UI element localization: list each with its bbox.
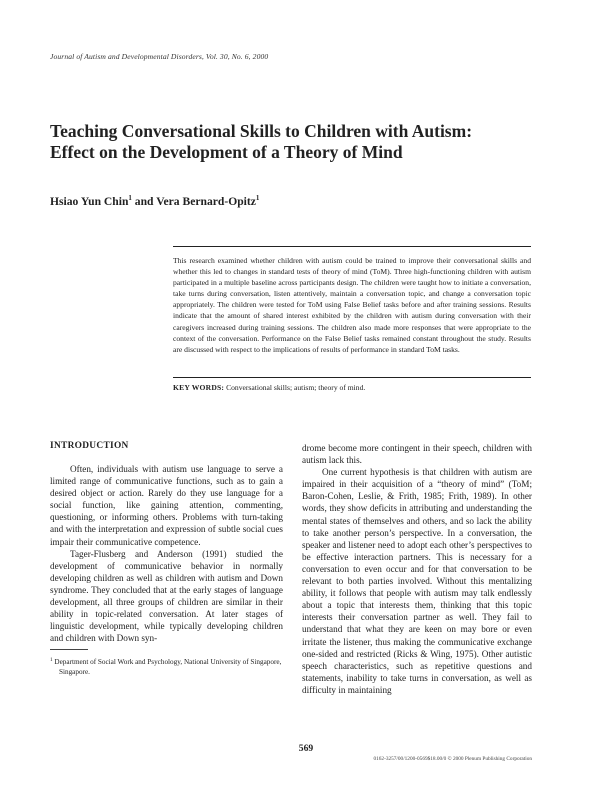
footnote-rule [50,649,88,650]
keywords-text: Conversational skills; autism; theory of mind. [226,383,366,392]
abstract-bottom-rule [173,377,531,378]
journal-citation: Journal of Autism and Developmental Disorders, Vol. 30, No. 6, 2000 [50,52,269,61]
footnote-text: Department of Social Work and Psychology, National University of Singapore, Singapore. [52,658,282,676]
author-connector: and [131,195,157,208]
body-column-right [302,442,532,696]
paragraph: Tager-Flusberg and Anderson (1991) studied the development of communicative behavior in normally developing children as well as children with autism and Down syndrome. They concluded that at the early stages of language development, all three groups of children are similar in their ability in topic-related conversation. At later stages of linguistic development, while typically developing children and children with Down syn- [50,548,283,644]
abstract: This research examined whether children with autism could be trained to improve their conversational skills and whether this led to changes in standard tests of theory of mind (ToM). Three high-functioning children with autism participated in a multiple baseline across participants design. The children were taught how to initiate a conversation, take turns during conversation, listen attentively, maintain a conversation topic, and change a conversation topic appropriately. The children were tested for ToM using False Belief tasks before and after training sessions. Results indicate that the amount of shared interest exhibited by the children with autism during conversation with their caregivers increased during training sessions. The children also made more responses that were appropriate to the context of the conversation. Performance on the False Belief tasks remained constant throughout the study. Results are discussed with respect to the implications of results of performance in standard ToM tasks. [173,256,531,354]
page-number: 569 [298,743,314,754]
body-column-left [50,463,283,644]
keywords-label: KEY WORDS: [173,383,225,392]
article-title [50,121,550,163]
title-line-1: Teaching Conversational Skills to Children with Autism: [50,121,473,141]
title-line-2: Effect on the Development of a Theory of Mind [50,142,403,162]
author-list [50,194,259,208]
abstract-top-rule [173,246,531,247]
author-2: Vera Bernard-Opitz [156,195,256,208]
footnote-mark: 1 [50,657,53,663]
footnote [50,656,284,677]
author-2-affiliation-mark: 1 [255,194,260,202]
paragraph: One current hypothesis is that children with autism are impaired in their acquisition of a “theory of mind” (ToM; Baron-Cohen, Leslie, & Frith, 1985; Frith, 1989). In other words, they show deficits in attributing and understanding the mental states of themselves and others, and so lack the ability to take another person’s perspective. In a conversation, the speaker and listener need to adopt each other’s perspectives to be effective interaction partners. This is necessary for a conversation to even occur and for that conversation to be relevant to both parties involved. Without this mentalizing ability, it follows that people with autism may talk endlessly about a topic that interests them, thinking that this topic interests their conversation partner as well. They fail to understand that what they are keen on may bore or even irritate the listener, thus making the communicative exchange one-sided and restricted (Ricks & Wing, 1975). Other autistic speech characteristics, such as repetitive questions and statements, inability to take turns in conversation, as well as difficulty in maintaining [302,467,532,695]
section-heading-introduction: INTRODUCTION [50,441,129,451]
paragraph: drome become more contingent in their speech, children with autism lack this. [302,443,532,466]
paragraph: Often, individuals with autism use language to serve a limited range of communicative functions, such as to gain a desired object or action. Rarely do they use language for a social function, like gaining attention, commenting, questioning, or informing others. Problems with turn-taking and with the interpretation and expression of subtle social cues impair their communicative competence. [50,464,283,547]
author-1-affiliation-mark: 1 [128,194,132,202]
author-1: Hsiao Yun Chin [50,195,129,208]
keywords [173,382,531,393]
copyright-line: 0162-3257/00/1200-0569$18.00/0 © 2000 Plenum Publishing Corporation [373,756,532,762]
